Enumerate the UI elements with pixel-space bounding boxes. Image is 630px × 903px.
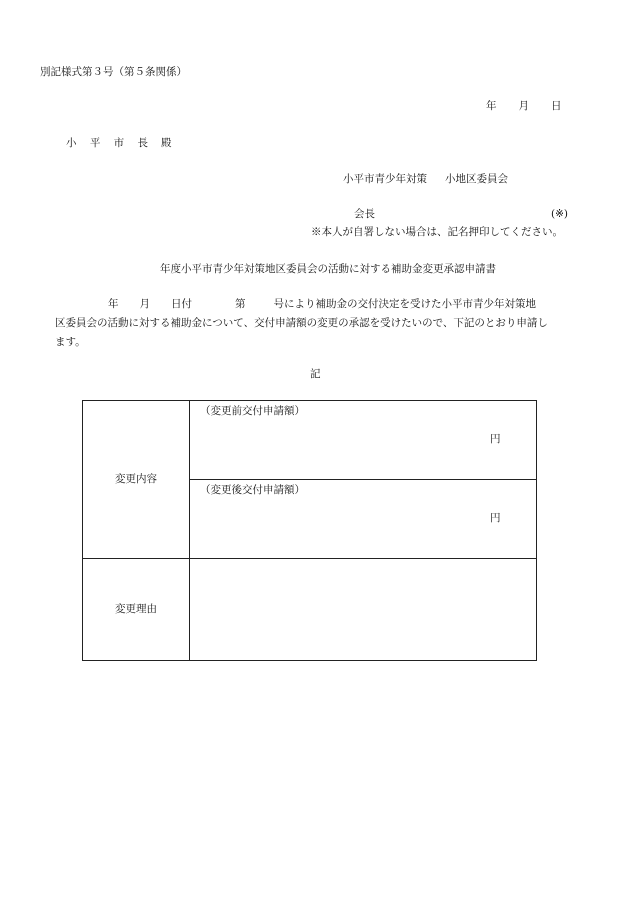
form-number: 別記様式第３号（第５条関係） [40, 66, 187, 78]
date-day: 日 [551, 100, 562, 112]
ki-heading: 記 [310, 368, 321, 380]
seal-mark: (※) [551, 208, 568, 220]
table-row [83, 559, 537, 661]
date-line [486, 101, 562, 112]
addressee-title: 小 平 市 長 [66, 137, 154, 149]
chair-label: 会長 [354, 208, 375, 220]
body-line-3: ます。 [55, 336, 86, 348]
after-amount-field[interactable] [190, 480, 537, 559]
change-reason-label: 変更理由 [83, 559, 190, 661]
change-content-label: 変更内容 [83, 401, 190, 559]
addressee-honorific: 殿 [161, 137, 172, 149]
body-line-2: 区委員会の活動に対する補助金について、交付申請額の変更の承認を受けたいので、下記のとおり申請し [55, 317, 548, 329]
before-amount-field[interactable] [190, 401, 537, 480]
signature-note: ※本人が自署しない場合は、記名押印してください。 [311, 226, 563, 238]
org-prefix: 小平市青少年対策 [343, 173, 427, 185]
table-row [83, 401, 537, 480]
before-amount-yen: 円 [490, 433, 501, 445]
addressee [66, 138, 172, 149]
body-month: 月 [139, 298, 150, 310]
application-table [82, 400, 537, 661]
body-text [55, 295, 585, 352]
org-suffix: 小地区委員会 [445, 173, 508, 185]
after-amount-caption: （変更後交付申請額） [200, 484, 305, 496]
applicant-org-name [343, 174, 508, 185]
body-line-1 [55, 295, 585, 314]
after-amount-yen: 円 [490, 512, 501, 524]
date-year: 年 [486, 100, 497, 112]
before-amount-caption: （変更前交付申請額） [200, 405, 305, 417]
body-day-ref: 日付 [171, 298, 192, 310]
change-reason-field[interactable] [190, 559, 537, 661]
body-year: 年 [108, 298, 119, 310]
body-line1-rest: 号により補助金の交付決定を受けた小平市青少年対策地 [273, 298, 536, 310]
document-title: 年度小平市青少年対策地区委員会の活動に対する補助金変更承認申請書 [160, 263, 496, 275]
body-dai: 第 [235, 298, 246, 310]
date-month: 月 [518, 100, 529, 112]
